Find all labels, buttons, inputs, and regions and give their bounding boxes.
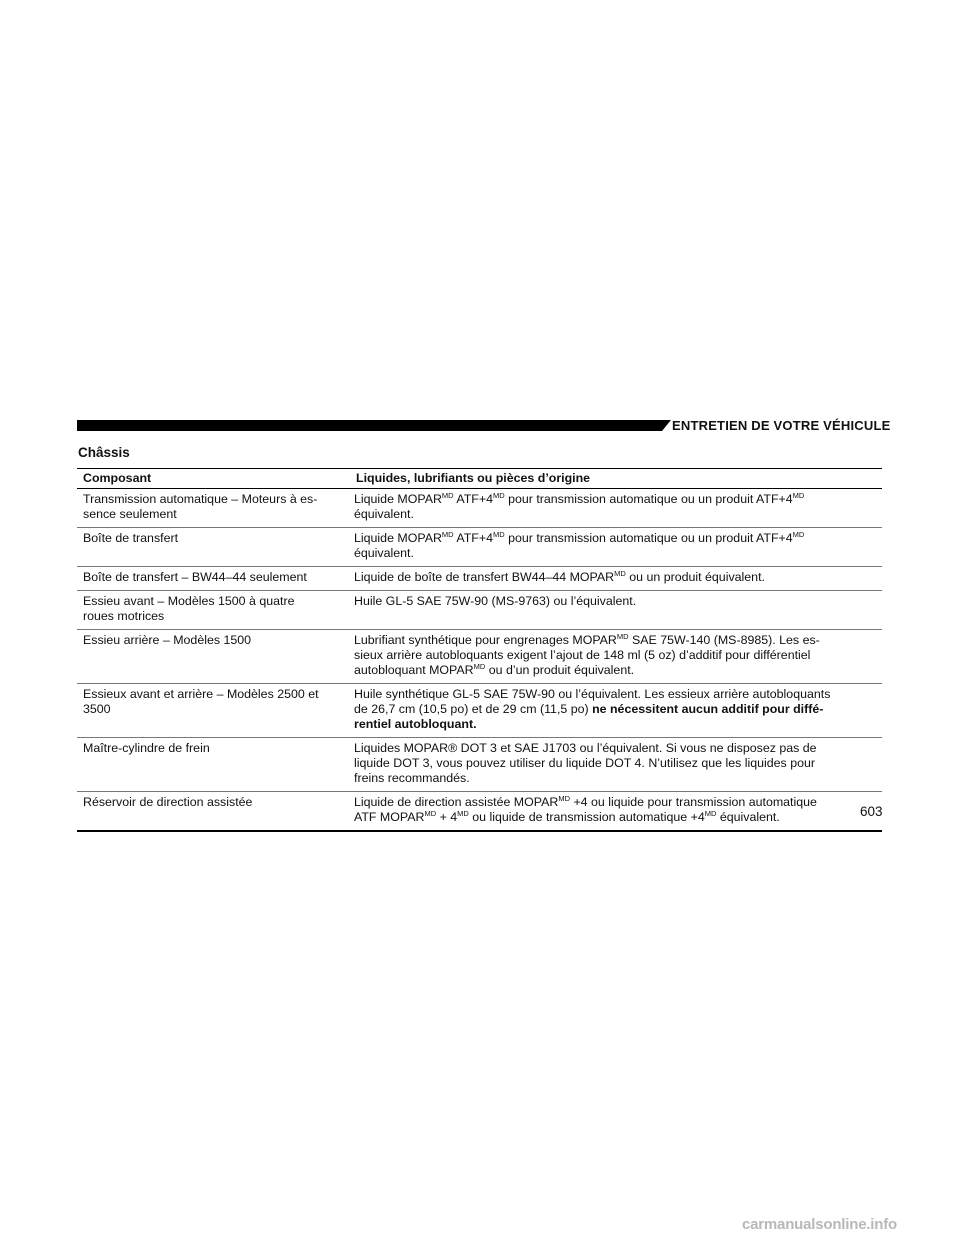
trademark-superscript: MD (457, 809, 469, 818)
component-text: Transmission automatique – Moteurs à es- (83, 492, 318, 506)
table-row (77, 489, 882, 528)
component-cell (77, 792, 350, 832)
table-row (77, 630, 882, 684)
trademark-superscript: MD (792, 530, 805, 539)
spec-text: Huile GL-5 SAE 75W-90 (MS-9763) ou l’équivalent. (354, 594, 637, 608)
spec-cell (350, 792, 882, 832)
component-text: Essieu arrière – Modèles 1500 (83, 633, 252, 647)
component-text: sence seulement (83, 507, 177, 521)
spec-text: Liquide de direction assistée MOPAR (354, 795, 559, 809)
watermark-text: carmanualsonline.info (742, 1216, 897, 1233)
spec-text: Liquide de boîte de transfert BW44–44 MOPAR (354, 570, 615, 584)
running-header-title: ENTRETIEN DE VOTRE VÉHICULE (672, 418, 891, 433)
component-cell (77, 591, 350, 630)
spec-text: pour transmission automatique ou un produit ATF+4 (504, 492, 793, 506)
spec-text: Liquide MOPAR (354, 531, 442, 545)
trademark-superscript: MD (704, 809, 717, 818)
trademark-superscript: MD (441, 491, 454, 500)
component-cell (77, 738, 350, 792)
trademark-superscript: MD (473, 662, 486, 671)
component-text: roues motrices (83, 609, 165, 623)
spec-bold-text: rentiel autobloquant. (354, 717, 477, 731)
section-heading: Châssis (78, 445, 130, 460)
component-cell (77, 528, 350, 567)
trademark-superscript: MD (558, 794, 570, 803)
spec-cell (350, 684, 882, 738)
spec-bold-text: ne nécessitent aucun additif pour diffé- (592, 702, 824, 716)
spec-cell (350, 591, 882, 630)
table-body (77, 489, 882, 832)
component-text: 3500 (83, 702, 111, 716)
spec-text: ATF+4 (453, 492, 493, 506)
component-text: Maître-cylindre de frein (83, 741, 210, 755)
table-row (77, 792, 882, 832)
component-text: Boîte de transfert – BW44–44 seulement (83, 570, 307, 584)
column-header-fluids: Liquides, lubrifiants ou pièces d’origine (350, 469, 882, 489)
table-row (77, 591, 882, 630)
trademark-superscript: MD (492, 530, 505, 539)
trademark-superscript: MD (616, 632, 629, 641)
table-header-row (77, 469, 882, 489)
page-number: 603 (860, 804, 883, 819)
component-text: Essieux avant et arrière – Modèles 2500 et (83, 687, 319, 701)
table-row (77, 567, 882, 591)
spec-cell (350, 567, 882, 591)
component-cell (77, 630, 350, 684)
spec-text: ou d’un produit équivalent. (485, 663, 635, 677)
spec-text: SAE 75W-140 (MS-8985). Les es- (628, 633, 820, 647)
spec-text: équivalent. (354, 546, 414, 560)
component-cell (77, 567, 350, 591)
spec-text: ou un produit équivalent. (625, 570, 765, 584)
fluids-table (77, 468, 882, 832)
spec-text: Huile synthétique GL-5 SAE 75W-90 ou l’équivalent. Les essieux arrière autobloquants (354, 687, 831, 701)
spec-text: Lubrifiant synthétique pour engrenages MOPAR (354, 633, 617, 647)
spec-cell (350, 630, 882, 684)
component-text: Essieu avant – Modèles 1500 à quatre (83, 594, 295, 608)
spec-text: Liquides MOPAR® DOT 3 et SAE J1703 ou l’équivalent. Si vous ne disposez pas de (354, 741, 817, 755)
spec-text: liquide DOT 3, vous pouvez utiliser du liquide DOT 4. N’utilisez que les liquides pour (354, 756, 815, 770)
trademark-superscript: MD (614, 569, 626, 578)
spec-cell (350, 738, 882, 792)
component-text: Réservoir de direction assistée (83, 795, 253, 809)
header-rule-bar (77, 420, 662, 431)
spec-text: autobloquant MOPAR (354, 663, 474, 677)
spec-text: + 4 (436, 810, 458, 824)
spec-cell (350, 489, 882, 528)
spec-text: de 26,7 cm (10,5 po) et de 29 cm (11,5 po) (354, 702, 593, 716)
spec-text: sieux arrière autobloquants exigent l’ajout de 148 ml (5 oz) d’additif pour différentiel (354, 648, 811, 662)
table-row (77, 738, 882, 792)
trademark-superscript: MD (424, 809, 437, 818)
table-row (77, 684, 882, 738)
trademark-superscript: MD (441, 530, 454, 539)
component-text: Boîte de transfert (83, 531, 179, 545)
spec-text: pour transmission automatique ou un produit ATF+4 (504, 531, 793, 545)
spec-cell (350, 528, 882, 567)
spec-text: ou liquide de transmission automatique +4 (468, 810, 705, 824)
spec-text: ATF+4 (453, 531, 493, 545)
table-row (77, 528, 882, 567)
trademark-superscript: MD (492, 491, 505, 500)
spec-text: ATF MOPAR (354, 810, 425, 824)
spec-text: équivalent. (716, 810, 780, 824)
spec-text: +4 ou liquide pour transmission automatique (570, 795, 817, 809)
spec-text: équivalent. (354, 507, 414, 521)
spec-text: freins recommandés. (354, 771, 470, 785)
component-cell (77, 684, 350, 738)
column-header-component: Composant (77, 469, 350, 489)
trademark-superscript: MD (792, 491, 805, 500)
component-cell (77, 489, 350, 528)
spec-text: Liquide MOPAR (354, 492, 442, 506)
